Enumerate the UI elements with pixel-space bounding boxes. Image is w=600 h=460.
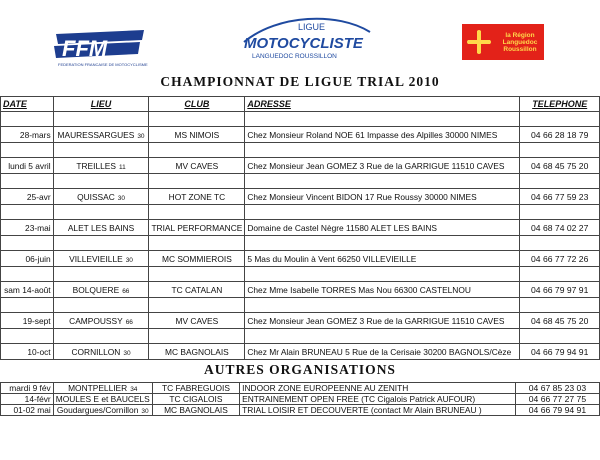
spacer-cell bbox=[53, 236, 149, 251]
table-row bbox=[1, 251, 600, 267]
table-row bbox=[1, 344, 600, 360]
spacer-cell bbox=[1, 112, 54, 127]
telephone-cell: 04 66 79 94 91 bbox=[520, 344, 600, 360]
spacer-cell bbox=[245, 174, 520, 189]
region-logo bbox=[462, 24, 544, 60]
telephone-cell: 04 66 79 97 91 bbox=[520, 282, 600, 298]
spacer-cell bbox=[53, 267, 149, 282]
club-cell: TRIAL PERFORMANCE bbox=[149, 220, 245, 236]
telephone-cell: 04 68 45 75 20 bbox=[520, 313, 600, 329]
club-cell: MC BAGNOLAIS bbox=[149, 344, 245, 360]
lieu-cell bbox=[53, 158, 149, 174]
region-line2: Languedoc bbox=[502, 38, 538, 46]
spacer-cell bbox=[245, 205, 520, 220]
dept-number: 30 bbox=[125, 256, 133, 264]
telephone-cell: 04 66 77 59 23 bbox=[520, 189, 600, 205]
adresse-cell: Chez Mme Isabelle TORRES Mas Nou 66300 CASTELNOU bbox=[245, 282, 520, 298]
telephone-cell: 04 66 77 27 75 bbox=[515, 394, 599, 405]
lieu-cell bbox=[53, 189, 149, 205]
spacer-cell bbox=[53, 329, 149, 344]
table-row bbox=[1, 189, 600, 205]
adresse-cell: Domaine de Castel Nègre 11580 ALET LES BAINS bbox=[245, 220, 520, 236]
dept-number: 11 bbox=[118, 163, 126, 171]
spacer-cell bbox=[149, 143, 245, 158]
row-spacer bbox=[1, 112, 600, 127]
spacer-cell bbox=[1, 267, 54, 282]
lieu-name: QUISSAC bbox=[77, 191, 115, 202]
spacer-cell bbox=[1, 143, 54, 158]
lieu-name: CAMPOUSSY bbox=[69, 315, 123, 326]
table-row bbox=[1, 127, 600, 143]
date-cell: sam 14-août bbox=[1, 282, 54, 298]
lieu-cell bbox=[53, 383, 152, 394]
dept-number: 30 bbox=[117, 194, 125, 202]
spacer-cell bbox=[245, 267, 520, 282]
ligue-logo-top: LIGUE bbox=[298, 22, 326, 32]
spacer-cell bbox=[520, 236, 600, 251]
spacer-cell bbox=[149, 267, 245, 282]
spacer-cell bbox=[149, 205, 245, 220]
adresse-cell: Chez Monsieur Vincent BIDON 17 Rue Roussy 30000 NIMES bbox=[245, 189, 520, 205]
spacer-cell bbox=[1, 236, 54, 251]
spacer-cell bbox=[245, 298, 520, 313]
table-row bbox=[1, 313, 600, 329]
table-row bbox=[1, 158, 600, 174]
ligue-motocycliste-logo bbox=[238, 12, 374, 62]
club-cell: MV CAVES bbox=[149, 158, 245, 174]
col-date: DATE bbox=[1, 97, 54, 112]
col-telephone: TELEPHONE bbox=[520, 97, 600, 112]
col-club: CLUB bbox=[149, 97, 245, 112]
lieu-cell bbox=[53, 220, 149, 236]
lieu-name: CORNILLON bbox=[71, 346, 121, 357]
row-spacer bbox=[1, 298, 600, 313]
spacer-cell bbox=[149, 329, 245, 344]
lieu-name: TREILLES bbox=[76, 160, 116, 171]
spacer-cell bbox=[1, 205, 54, 220]
ligue-logo-sub: LANGUEDOC ROUSSILLON bbox=[252, 53, 337, 60]
date-cell: 14-févr bbox=[1, 394, 54, 405]
spacer-cell bbox=[1, 174, 54, 189]
row-spacer bbox=[1, 236, 600, 251]
lieu-name: BOLQUERE bbox=[72, 284, 120, 295]
club-cell: TC CIGALOIS bbox=[152, 394, 239, 405]
lieu-name: VILLEVIEILLE bbox=[69, 253, 123, 264]
date-cell: 10-oct bbox=[1, 344, 54, 360]
spacer-cell bbox=[245, 112, 520, 127]
dept-number: 30 bbox=[137, 132, 145, 140]
page-title: CHAMPIONNAT DE LIGUE TRIAL 2010 bbox=[160, 74, 440, 89]
section-title-other: AUTRES ORGANISATIONS bbox=[204, 362, 396, 377]
telephone-cell: 04 66 77 72 26 bbox=[520, 251, 600, 267]
spacer-cell bbox=[520, 298, 600, 313]
spacer-cell bbox=[520, 267, 600, 282]
row-spacer bbox=[1, 143, 600, 158]
club-cell: TC CATALAN bbox=[149, 282, 245, 298]
telephone-cell: 04 67 85 23 03 bbox=[515, 383, 599, 394]
lieu-name: Goudargues/Cornillon bbox=[56, 405, 139, 415]
spacer-cell bbox=[520, 329, 600, 344]
spacer-cell bbox=[520, 112, 600, 127]
telephone-cell: 04 66 79 94 91 bbox=[515, 405, 599, 416]
region-line3: Roussillon bbox=[503, 45, 537, 53]
spacer-cell bbox=[1, 329, 54, 344]
adresse-cell: 5 Mas du Moulin à Vent 66250 VILLEVIEILLE bbox=[245, 251, 520, 267]
telephone-cell: 04 68 45 75 20 bbox=[520, 158, 600, 174]
row-spacer bbox=[1, 329, 600, 344]
col-adresse: ADRESSE bbox=[245, 97, 520, 112]
date-cell: 06-juin bbox=[1, 251, 54, 267]
table-row bbox=[1, 220, 600, 236]
adresse-cell: Chez Monsieur Jean GOMEZ 3 Rue de la GARRIGUE 11510 CAVES bbox=[245, 158, 520, 174]
date-cell: 01-02 mai bbox=[1, 405, 54, 416]
spacer-cell bbox=[245, 143, 520, 158]
spacer-cell bbox=[245, 329, 520, 344]
spacer-cell bbox=[1, 298, 54, 313]
club-cell: MC BAGNOLAIS bbox=[152, 405, 239, 416]
club-cell: MS NIMOIS bbox=[149, 127, 245, 143]
table-row bbox=[1, 383, 600, 394]
spacer-cell bbox=[53, 298, 149, 313]
spacer-cell bbox=[149, 174, 245, 189]
dept-number: 66 bbox=[122, 287, 130, 295]
date-cell: 23-mai bbox=[1, 220, 54, 236]
date-cell: 19-sept bbox=[1, 313, 54, 329]
row-spacer bbox=[1, 174, 600, 189]
ligue-logo-main: MOTOCYCLISTE bbox=[244, 35, 363, 52]
dept-number: 30 bbox=[123, 349, 131, 357]
adresse-cell: ENTRAINEMENT OPEN FREE (TC Cigalois Patrick AUFOUR) bbox=[240, 394, 516, 405]
club-cell: HOT ZONE TC bbox=[149, 189, 245, 205]
date-cell: mardi 9 fév bbox=[1, 383, 54, 394]
date-cell: lundi 5 avril bbox=[1, 158, 54, 174]
spacer-cell bbox=[53, 205, 149, 220]
lieu-name: MAURESSARGUES bbox=[57, 129, 135, 140]
spacer-cell bbox=[53, 174, 149, 189]
telephone-cell: 04 68 74 02 27 bbox=[520, 220, 600, 236]
lieu-name: ALET LES BAINS bbox=[67, 222, 135, 233]
occitan-cross-icon bbox=[462, 24, 496, 60]
adresse-cell: Chez Monsieur Roland NOE 61 Impasse des Alpilles 30000 NIMES bbox=[245, 127, 520, 143]
date-cell: 28-mars bbox=[1, 127, 54, 143]
region-line1: la Région bbox=[505, 31, 535, 39]
ffm-logo-tagline: FEDERATION FRANCAISE DE MOTOCYCLISME bbox=[58, 62, 148, 67]
telephone-cell: 04 66 28 18 79 bbox=[520, 127, 600, 143]
adresse-cell: TRIAL LOISIR ET DECOUVERTE (contact Mr Alain BRUNEAU ) bbox=[240, 405, 516, 416]
spacer-cell bbox=[53, 143, 149, 158]
table-row bbox=[1, 282, 600, 298]
lieu-cell bbox=[53, 394, 152, 405]
spacer-cell bbox=[520, 205, 600, 220]
dept-number: 66 bbox=[125, 318, 133, 326]
header-row bbox=[1, 97, 600, 112]
region-logo-text bbox=[496, 32, 544, 53]
adresse-cell: INDOOR ZONE EUROPEENNE AU ZENITH bbox=[240, 383, 516, 394]
ffm-logo bbox=[52, 24, 148, 68]
spacer-cell bbox=[245, 236, 520, 251]
dept-number: 30 bbox=[141, 408, 149, 415]
club-cell: MV CAVES bbox=[149, 313, 245, 329]
row-spacer bbox=[1, 205, 600, 220]
club-cell: TC FABREGUOIS bbox=[152, 383, 239, 394]
col-lieu: LIEU bbox=[53, 97, 149, 112]
other-organisations-table bbox=[0, 382, 600, 416]
spacer-cell bbox=[149, 298, 245, 313]
lieu-cell bbox=[53, 251, 149, 267]
club-cell: MC SOMMIEROIS bbox=[149, 251, 245, 267]
lieu-cell bbox=[53, 127, 149, 143]
lieu-cell bbox=[53, 405, 152, 416]
row-spacer bbox=[1, 267, 600, 282]
dept-number: 34 bbox=[130, 386, 138, 393]
spacer-cell bbox=[53, 112, 149, 127]
spacer-cell bbox=[149, 112, 245, 127]
adresse-cell: Chez Monsieur Jean GOMEZ 3 Rue de la GARRIGUE 11510 CAVES bbox=[245, 313, 520, 329]
lieu-cell bbox=[53, 344, 149, 360]
lieu-name: MOULES E et BAUCELS bbox=[55, 394, 150, 404]
date-cell: 25-avr bbox=[1, 189, 54, 205]
championship-table bbox=[0, 96, 600, 360]
spacer-cell bbox=[520, 143, 600, 158]
table-row bbox=[1, 394, 600, 405]
lieu-cell bbox=[53, 313, 149, 329]
lieu-cell bbox=[53, 282, 149, 298]
spacer-cell bbox=[149, 236, 245, 251]
ffm-logo-text: FFM bbox=[62, 36, 108, 61]
adresse-cell: Chez Mr Alain BRUNEAU 5 Rue de la Cerisaie 30200 BAGNOLS/Cèze bbox=[245, 344, 520, 360]
lieu-name: MONTPELLIER bbox=[68, 383, 128, 393]
table-row bbox=[1, 405, 600, 416]
spacer-cell bbox=[520, 174, 600, 189]
